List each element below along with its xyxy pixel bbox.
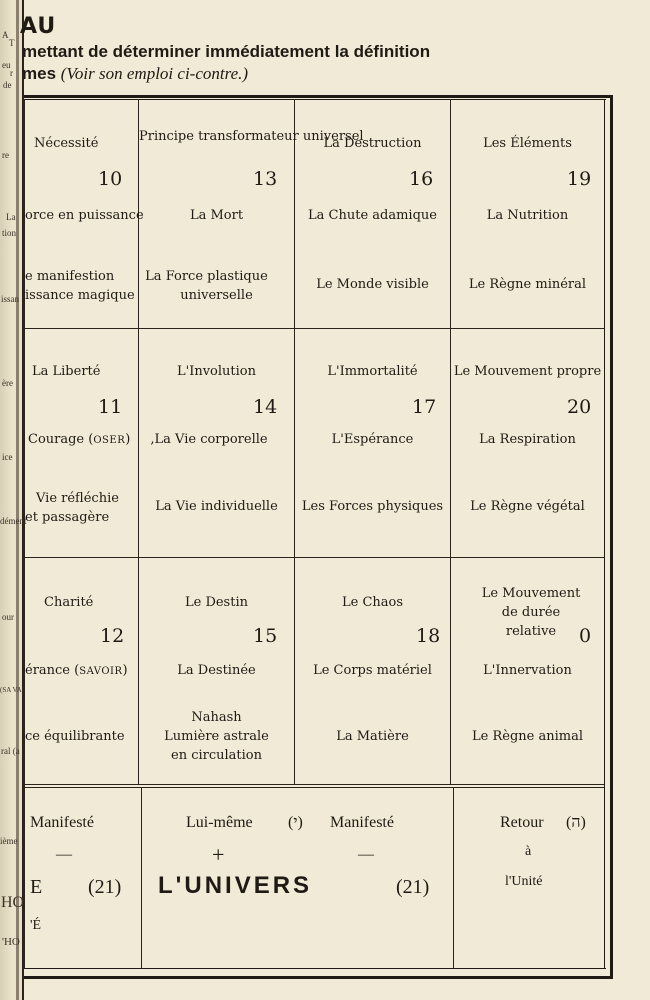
return-label: Retour	[500, 814, 544, 831]
univers-fragment: E	[30, 876, 43, 898]
column-rule	[24, 99, 25, 969]
cell-title: Nécessité	[34, 136, 99, 151]
cell-note: et passagère	[25, 510, 110, 525]
row-rule	[24, 557, 604, 558]
margin-fragment: ral (a	[1, 746, 20, 756]
margin-fragment: our	[2, 612, 14, 622]
cell-number: 20	[567, 396, 592, 418]
cell-note: universelle	[180, 288, 253, 303]
margin-fragment: issan	[1, 294, 19, 304]
dash-mark: —	[56, 846, 72, 863]
margin-fragment: de	[3, 80, 12, 90]
table-rule	[24, 968, 606, 969]
cell-number: 18	[416, 625, 441, 647]
cell-note: ce équilibrante	[25, 729, 125, 744]
subtitle-note: (Voir son emploi ci-contre.)	[60, 64, 249, 83]
cell-note: La Matière	[336, 729, 409, 744]
cell-title: Le Mouvement de durée relative	[481, 586, 581, 639]
subtitle-word: mes	[22, 64, 57, 83]
margin-fragment: La	[6, 212, 16, 222]
page-subtitle-2	[22, 64, 248, 84]
cell-title: Le Mouvement propre	[453, 364, 602, 379]
cell-title: Les Éléments	[483, 136, 572, 151]
page-title: AU	[20, 14, 57, 39]
unity-label: l'Unité	[505, 874, 543, 889]
fragment-text: 'É	[30, 918, 42, 933]
margin-fragment: ice	[2, 452, 13, 462]
cell-meaning: orce en puissance	[25, 208, 144, 223]
dash-mark: —	[358, 846, 374, 863]
hebrew-yod: (י)	[288, 814, 303, 831]
margin-fragment: tion	[2, 228, 17, 238]
cell-number: 11	[98, 396, 123, 418]
row-rule	[24, 787, 604, 788]
cell-meaning: ,La Vie corporelle	[150, 432, 268, 447]
margin-fragment: 'HO	[2, 936, 20, 948]
manifest-label: Manifesté	[330, 814, 394, 831]
meaning-caps: SAVOIR	[79, 666, 123, 677]
cell-number: 16	[409, 168, 434, 190]
cell-meaning: L'Innervation	[483, 663, 572, 678]
cell-note: La Vie individuelle	[155, 499, 278, 514]
cell-title: La Destruction	[323, 136, 422, 151]
table-rule	[604, 99, 605, 968]
margin-fragment: dément	[0, 516, 27, 526]
cell-meaning: La Nutrition	[486, 208, 569, 223]
cell-meaning: L'Espérance	[331, 432, 414, 447]
column-rule	[141, 787, 142, 969]
meaning-text: )	[125, 432, 131, 447]
cell-number: 14	[253, 396, 278, 418]
row-rule	[24, 328, 604, 329]
cell-number: 15	[253, 625, 278, 647]
cell-note: Les Forces physiques	[301, 499, 444, 514]
arcanum-number: (21)	[88, 876, 122, 898]
table-rule	[24, 99, 606, 100]
cell-note: en circulation	[171, 748, 262, 763]
manifest-label: Manifesté	[30, 814, 94, 831]
cell-title: Charité	[44, 595, 94, 610]
self-label: Lui-même	[186, 814, 253, 831]
cell-note: Le Règne minéral	[468, 277, 587, 292]
cell-meaning: La Mort	[189, 208, 244, 223]
margin-fragment: T	[9, 38, 15, 48]
margin-fragment: eu	[2, 60, 11, 70]
column-rule	[453, 787, 454, 969]
arcanum-number: (21)	[396, 876, 430, 898]
cell-number: 12	[100, 625, 125, 647]
margin-fragment: (SA VAI	[0, 686, 25, 694]
cell-meaning	[25, 661, 128, 681]
meaning-text: érance (	[25, 663, 80, 678]
cell-meaning: La Respiration	[479, 432, 576, 447]
margin-fragment: ième	[0, 836, 18, 846]
cell-meaning: La Destinée	[177, 663, 256, 678]
plus-mark: +	[212, 842, 225, 867]
margin-fragment: A	[2, 30, 9, 40]
page-subtitle: mettant de déterminer immédiatement la définition	[22, 42, 431, 61]
margin-fragment: re	[2, 150, 9, 160]
cell-meaning: Le Corps matériel	[313, 663, 432, 678]
meaning-caps: OSER	[93, 435, 126, 446]
cell-note: e manifestion	[25, 269, 115, 284]
cell-title: L'Involution	[177, 364, 256, 379]
cell-note: Lumière astrale	[164, 729, 269, 744]
meaning-text: Courage (	[28, 432, 94, 447]
cell-title: Principe transformateur universel	[139, 129, 364, 144]
cell-note: Nahash	[191, 710, 242, 725]
cell-note: Le Règne animal	[472, 729, 583, 744]
cell-note: issance magique	[25, 288, 135, 303]
margin-fragment: ère	[2, 378, 13, 388]
univers-title: L'UNIVERS	[158, 872, 313, 899]
meaning-text: )	[122, 663, 128, 678]
cell-number: 19	[567, 168, 592, 190]
cell-title: Le Chaos	[341, 595, 404, 610]
cell-note: Vie réfléchie	[36, 491, 119, 506]
cell-note: Le Monde visible	[316, 277, 429, 292]
cell-number: 17	[412, 396, 437, 418]
margin-fragment: r	[10, 68, 13, 78]
cell-title: Le Destin	[184, 595, 248, 610]
return-to: à	[525, 844, 532, 859]
hebrew-he: (ה)	[566, 814, 586, 831]
cell-note: Le Règne végétal	[470, 499, 585, 514]
cell-number: 13	[253, 168, 278, 190]
cell-meaning: La Chute adamique	[308, 208, 437, 223]
cell-number: 10	[98, 168, 123, 190]
page-edge-line	[16, 0, 19, 1000]
cell-meaning	[28, 430, 130, 450]
cell-number: 0	[579, 625, 592, 647]
row-rule	[24, 784, 604, 785]
margin-fragment: HO	[1, 894, 25, 911]
cell-note: La Force plastique	[145, 269, 268, 284]
cell-title: L'Immortalité	[327, 364, 418, 379]
cell-title: La Liberté	[32, 364, 101, 379]
